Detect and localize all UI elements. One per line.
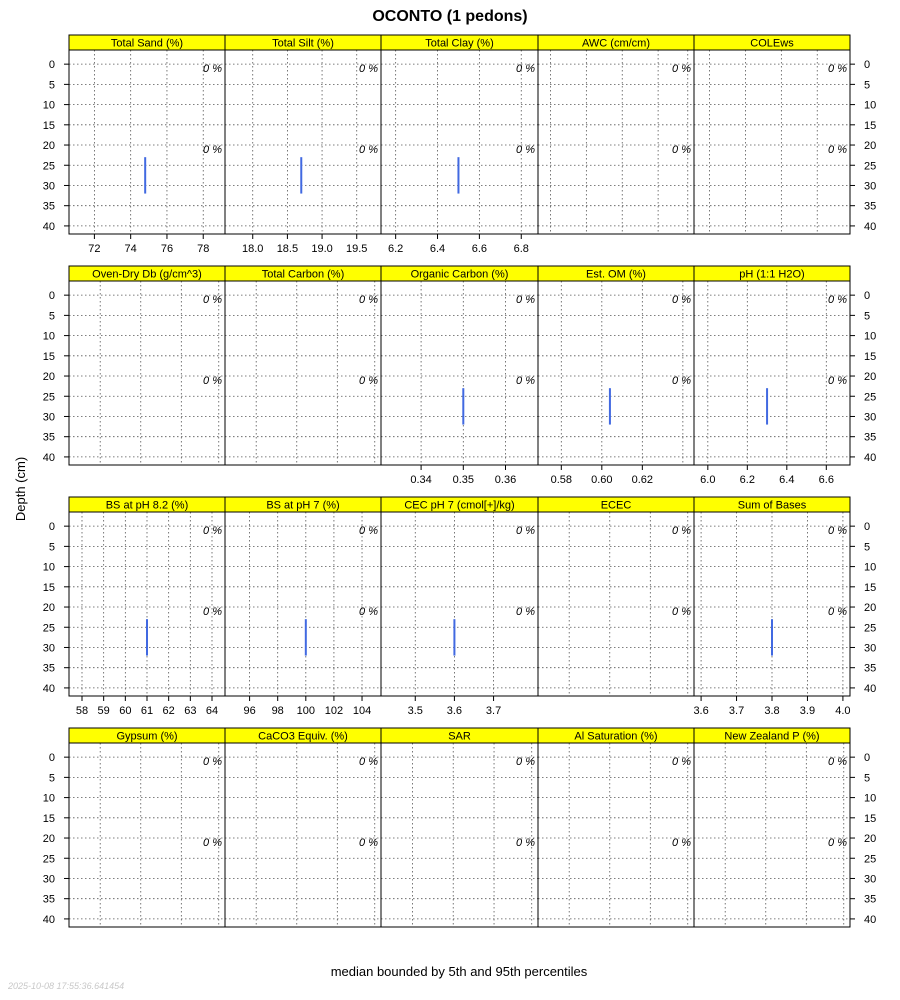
y-tick-label-right: 5 <box>864 310 871 323</box>
percent-label: 0 % <box>359 294 378 307</box>
y-tick-label-right: 25 <box>864 160 877 173</box>
y-axis-row <box>43 752 877 926</box>
y-tick-label-left: 10 <box>42 561 55 574</box>
x-tick-label: 18.5 <box>276 243 299 255</box>
percent-label: 0 % <box>359 756 378 769</box>
x-tick-label: 104 <box>352 705 372 717</box>
x-tick-label: 3.9 <box>799 705 816 717</box>
y-tick-label-right: 25 <box>864 622 877 635</box>
y-tick-label-left: 30 <box>42 642 55 655</box>
y-tick-label-right: 5 <box>864 541 871 554</box>
percent-label: 0 % <box>672 294 691 307</box>
panel-border <box>69 50 225 234</box>
y-tick-label-right: 20 <box>864 371 877 384</box>
percent-label: 0 % <box>516 63 535 76</box>
panel-title: SAR <box>448 730 471 743</box>
x-tick-label: 100 <box>296 705 315 717</box>
x-tick-label: 0.62 <box>631 474 654 486</box>
panel-title: CEC pH 7 (cmol[+]/kg) <box>404 499 515 512</box>
y-tick-label-right: 5 <box>864 79 871 92</box>
y-tick-label-left: 35 <box>42 662 55 675</box>
percent-label: 0 % <box>828 375 847 388</box>
percent-label: 0 % <box>516 837 535 850</box>
y-tick-label-right: 25 <box>864 853 877 866</box>
panel-title: BS at pH 8.2 (%) <box>105 499 189 512</box>
panel-title: Organic Carbon (%) <box>410 268 509 281</box>
percent-label: 0 % <box>203 837 222 850</box>
panel-border <box>381 50 538 234</box>
y-tick-label-left: 20 <box>42 602 55 615</box>
x-tick-label: 61 <box>140 705 154 717</box>
x-tick-label: 3.6 <box>693 705 709 717</box>
y-tick-label-left: 5 <box>48 772 55 785</box>
y-tick-label-right: 15 <box>864 350 877 363</box>
x-tick-label: 18.0 <box>242 243 264 255</box>
panel-border <box>225 281 381 465</box>
panel <box>538 35 694 234</box>
percent-label: 0 % <box>828 606 847 619</box>
y-tick-label-right: 15 <box>864 581 877 594</box>
panel-border <box>538 50 694 234</box>
panel <box>69 266 225 465</box>
panel-title: Est. OM (%) <box>586 268 646 281</box>
panel <box>538 497 694 696</box>
panel <box>538 266 694 486</box>
percent-label: 0 % <box>203 144 222 157</box>
x-tick-label: 19.5 <box>346 243 368 255</box>
panels-layer <box>43 35 877 927</box>
panel-border <box>69 281 225 465</box>
y-tick-label-left: 10 <box>42 330 55 343</box>
panel <box>538 728 694 927</box>
y-tick-label-right: 40 <box>864 220 877 233</box>
percent-label: 0 % <box>516 756 535 769</box>
y-tick-label-right: 10 <box>864 99 877 112</box>
percent-label: 0 % <box>828 837 847 850</box>
percent-label: 0 % <box>359 525 378 538</box>
y-tick-label-left: 30 <box>42 873 55 886</box>
percent-label: 0 % <box>828 756 847 769</box>
percent-label: 0 % <box>203 375 222 388</box>
percent-label: 0 % <box>672 525 691 538</box>
percent-label: 0 % <box>828 144 847 157</box>
panel <box>693 497 850 717</box>
y-tick-label-right: 35 <box>864 431 877 444</box>
y-tick-label-right: 35 <box>864 200 877 213</box>
panel <box>69 497 225 717</box>
y-tick-label-left: 15 <box>42 350 55 363</box>
y-tick-label-left: 25 <box>42 853 55 866</box>
y-tick-label-left: 30 <box>42 180 55 193</box>
y-tick-label-right: 25 <box>864 391 877 404</box>
y-tick-label-right: 0 <box>864 290 871 303</box>
y-tick-label-left: 5 <box>48 310 55 323</box>
y-axis-row <box>43 290 877 464</box>
y-tick-label-left: 0 <box>48 59 55 72</box>
percent-label: 0 % <box>359 375 378 388</box>
x-tick-label: 6.6 <box>471 243 488 255</box>
y-tick-label-left: 35 <box>42 893 55 906</box>
panel <box>225 497 381 717</box>
panel-title: Oven-Dry Db (g/cm^3) <box>92 268 202 281</box>
y-axis-row <box>43 521 877 695</box>
y-tick-label-right: 40 <box>864 451 877 464</box>
x-tick-label: 19.0 <box>311 243 333 255</box>
y-tick-label-left: 25 <box>42 391 55 404</box>
y-tick-label-left: 15 <box>42 119 55 132</box>
y-tick-label-right: 5 <box>864 772 871 785</box>
panel-border <box>538 743 694 927</box>
percent-label: 0 % <box>359 144 378 157</box>
x-tick-label: 6.4 <box>429 243 446 255</box>
panel-border <box>381 743 538 927</box>
panel <box>694 266 850 486</box>
percent-label: 0 % <box>672 756 691 769</box>
x-tick-label: 6.4 <box>779 474 795 486</box>
y-tick-label-right: 40 <box>864 913 877 926</box>
percent-label: 0 % <box>672 606 691 619</box>
y-tick-label-left: 5 <box>48 541 55 554</box>
percent-label: 0 % <box>516 375 535 388</box>
panel-title: AWC (cm/cm) <box>581 37 651 50</box>
percent-label: 0 % <box>359 606 378 619</box>
percent-label: 0 % <box>828 63 847 76</box>
percent-label: 0 % <box>203 525 222 538</box>
panel-title: Gypsum (%) <box>116 730 178 743</box>
y-tick-label-right: 30 <box>864 411 877 424</box>
percent-label: 0 % <box>359 63 378 76</box>
y-tick-label-right: 10 <box>864 561 877 574</box>
panel-border <box>69 743 225 927</box>
x-tick-label: 6.6 <box>818 474 834 486</box>
panel <box>69 35 225 255</box>
percent-label: 0 % <box>516 294 535 307</box>
timestamp: 2025-10-08 17:55:36.641454 <box>8 981 125 991</box>
x-tick-label: 6.0 <box>700 474 716 486</box>
panel-title: CaCO3 Equiv. (%) <box>258 730 348 743</box>
panel-border <box>381 512 538 696</box>
percent-label: 0 % <box>672 63 691 76</box>
x-tick-label: 6.2 <box>388 243 404 255</box>
panel <box>381 35 538 255</box>
panel <box>225 266 381 465</box>
y-tick-label-right: 20 <box>864 602 877 615</box>
y-tick-label-left: 20 <box>42 833 55 846</box>
percent-label: 0 % <box>516 606 535 619</box>
panel <box>225 728 381 927</box>
y-tick-label-right: 0 <box>864 59 871 72</box>
x-tick-label: 62 <box>162 705 175 717</box>
x-tick-label: 72 <box>88 243 101 255</box>
x-tick-label: 0.58 <box>550 474 573 486</box>
x-tick-label: 98 <box>271 705 284 717</box>
x-tick-label: 3.8 <box>764 705 780 717</box>
panel-title: New Zealand P (%) <box>724 730 820 743</box>
percent-label: 0 % <box>203 756 222 769</box>
panel-border <box>225 50 381 234</box>
y-tick-label-right: 35 <box>864 662 877 675</box>
x-tick-label: 102 <box>324 705 344 717</box>
panel <box>381 497 538 717</box>
panel <box>694 35 850 234</box>
panel-title: Total Carbon (%) <box>261 268 345 281</box>
x-tick-label: 76 <box>160 243 174 255</box>
panel-title: BS at pH 7 (%) <box>266 499 340 512</box>
x-tick-label: 3.5 <box>407 705 423 717</box>
y-tick-label-left: 20 <box>42 140 55 153</box>
x-tick-label: 63 <box>184 705 197 717</box>
y-tick-label-left: 15 <box>42 581 55 594</box>
panel-title: Total Sand (%) <box>110 37 184 50</box>
percent-label: 0 % <box>516 525 535 538</box>
x-tick-label: 6.2 <box>739 474 755 486</box>
y-tick-label-left: 40 <box>42 220 55 233</box>
panel-border <box>694 743 850 927</box>
x-tick-label: 6.8 <box>513 243 529 255</box>
x-tick-label: 3.6 <box>446 705 463 717</box>
x-tick-label: 3.7 <box>485 705 502 717</box>
panel <box>381 728 538 927</box>
y-tick-label-left: 15 <box>42 812 55 825</box>
y-tick-label-left: 10 <box>42 792 55 805</box>
panel-title: Total Silt (%) <box>272 37 334 50</box>
percent-label: 0 % <box>203 63 222 76</box>
panel <box>69 728 225 927</box>
percent-label: 0 % <box>203 606 222 619</box>
y-tick-label-right: 30 <box>864 873 877 886</box>
panel <box>694 728 850 927</box>
y-tick-label-left: 40 <box>42 913 55 926</box>
panel-title: ECEC <box>600 499 632 512</box>
percent-label: 0 % <box>828 294 847 307</box>
x-tick-label: 59 <box>97 705 110 717</box>
y-tick-label-left: 0 <box>48 290 55 303</box>
percent-label: 0 % <box>359 837 378 850</box>
y-tick-label-left: 35 <box>42 200 55 213</box>
y-tick-label-left: 40 <box>42 682 55 695</box>
y-axis-row <box>43 59 877 233</box>
y-tick-label-left: 25 <box>42 160 55 173</box>
x-tick-label: 60 <box>119 705 132 717</box>
y-tick-label-right: 10 <box>864 330 877 343</box>
y-tick-label-left: 10 <box>42 99 55 112</box>
panel-border <box>538 512 694 696</box>
y-tick-label-right: 30 <box>864 642 877 655</box>
panel-title: Sum of Bases <box>737 499 807 512</box>
y-tick-label-left: 25 <box>42 622 55 635</box>
y-tick-label-right: 0 <box>864 521 871 534</box>
y-tick-label-left: 35 <box>42 431 55 444</box>
x-tick-label: 0.35 <box>452 474 475 486</box>
panel-border <box>381 281 538 465</box>
percent-label: 0 % <box>672 837 691 850</box>
panel-title: pH (1:1 H2O) <box>739 268 805 281</box>
y-tick-label-right: 35 <box>864 893 877 906</box>
chart-title: OCONTO (1 pedons) <box>372 8 528 25</box>
percent-label: 0 % <box>828 525 847 538</box>
panel <box>225 35 381 255</box>
footer-caption: median bounded by 5th and 95th percentiles <box>330 964 588 979</box>
percent-label: 0 % <box>672 144 691 157</box>
x-tick-label: 4.0 <box>835 705 851 717</box>
percent-label: 0 % <box>203 294 222 307</box>
x-tick-label: 3.7 <box>728 705 745 717</box>
y-tick-label-left: 0 <box>48 521 55 534</box>
x-tick-label: 58 <box>75 705 89 717</box>
panel <box>381 266 538 486</box>
x-tick-label: 96 <box>243 705 256 717</box>
panel-border <box>225 743 381 927</box>
panel-border <box>694 50 850 234</box>
panel-title: Al Saturation (%) <box>574 730 658 743</box>
x-tick-label: 0.60 <box>591 474 613 486</box>
panel-border <box>225 512 381 696</box>
y-tick-label-right: 20 <box>864 833 877 846</box>
panel-title: Total Clay (%) <box>425 37 494 50</box>
y-tick-label-left: 30 <box>42 411 55 424</box>
y-tick-label-right: 30 <box>864 180 877 193</box>
y-tick-label-left: 5 <box>48 79 55 92</box>
y-tick-label-left: 20 <box>42 371 55 384</box>
y-tick-label-right: 40 <box>864 682 877 695</box>
y-tick-label-left: 0 <box>48 752 55 765</box>
x-tick-label: 74 <box>124 243 137 255</box>
y-axis-label: Depth (cm) <box>13 456 28 522</box>
y-tick-label-right: 0 <box>864 752 871 765</box>
percent-label: 0 % <box>672 375 691 388</box>
percent-label: 0 % <box>516 144 535 157</box>
x-tick-label: 0.36 <box>494 474 517 486</box>
x-tick-label: 0.34 <box>410 474 432 486</box>
y-tick-label-left: 40 <box>42 451 55 464</box>
y-tick-label-right: 20 <box>864 140 877 153</box>
y-tick-label-right: 15 <box>864 119 877 132</box>
y-tick-label-right: 15 <box>864 812 877 825</box>
x-tick-label: 78 <box>197 243 210 255</box>
x-tick-label: 64 <box>205 705 219 717</box>
y-tick-label-right: 10 <box>864 792 877 805</box>
panel-title: COLEws <box>750 37 794 50</box>
